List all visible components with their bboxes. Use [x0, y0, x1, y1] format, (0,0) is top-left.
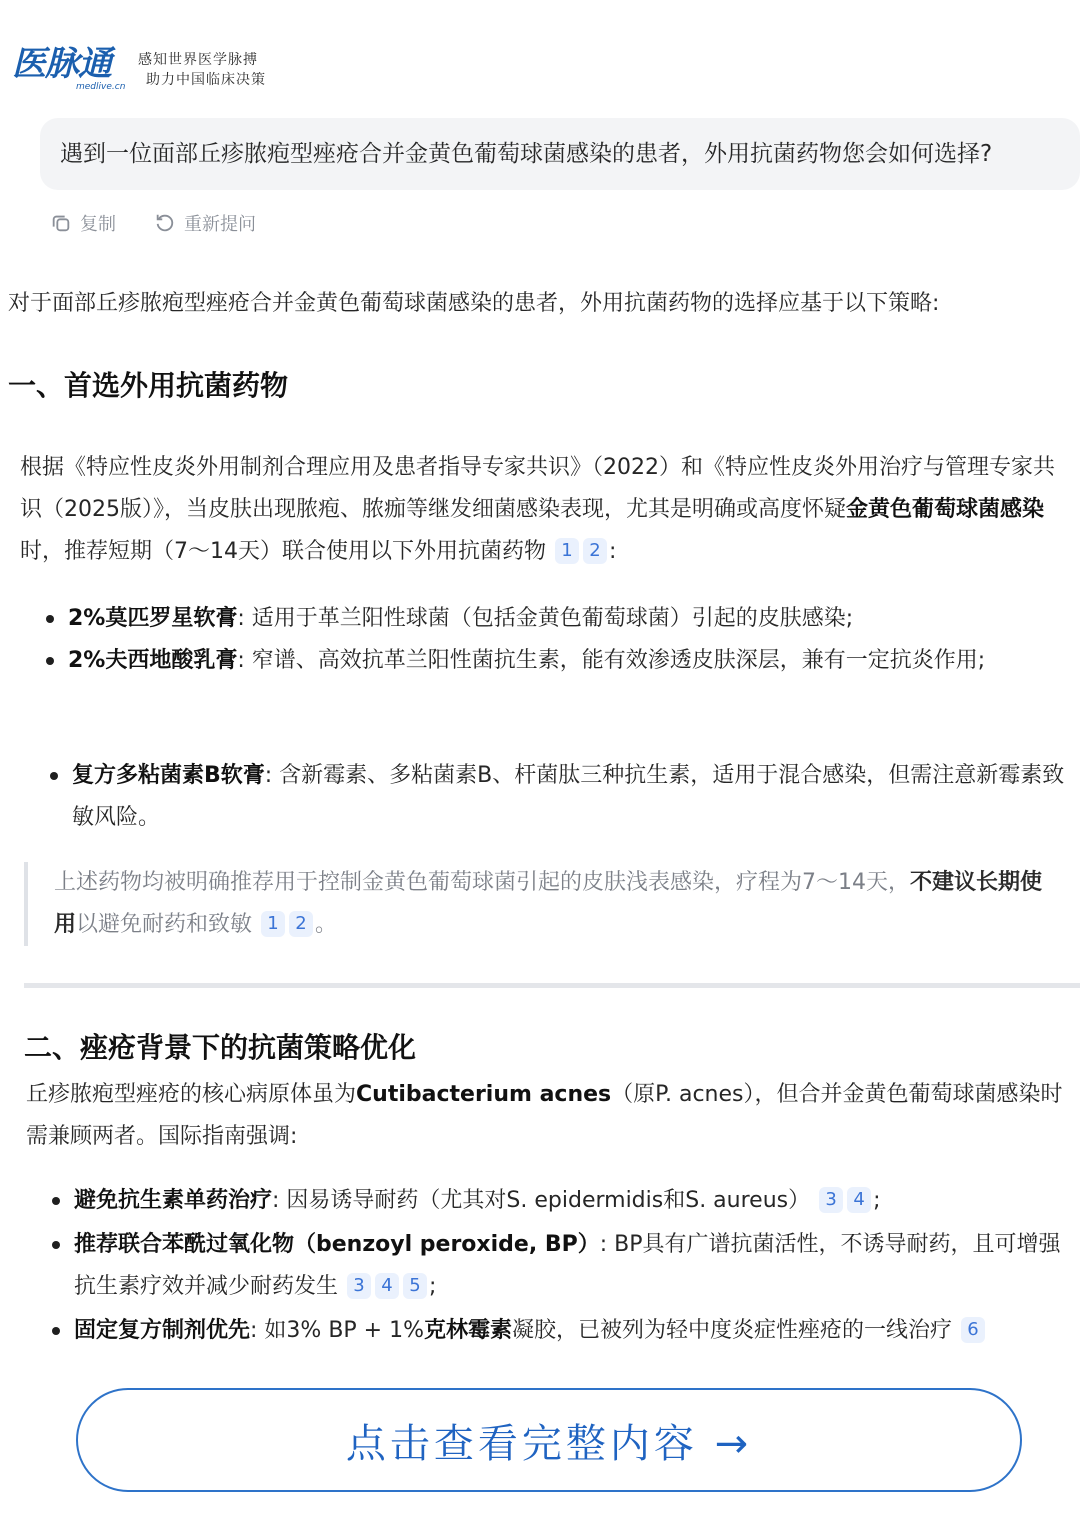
item-text: : 适用于革兰阳性球菌（包括金黄色葡萄球菌）引起的皮肤感染;	[237, 606, 854, 631]
blockquote-note	[24, 862, 1054, 946]
item-end: ;	[873, 1188, 881, 1213]
drug-list-continued	[44, 755, 1074, 839]
list-item	[44, 755, 1074, 839]
item-text: : 因易诱导耐药（尤其对S. epidermidis和S. aureus）	[272, 1188, 811, 1213]
message-actions	[50, 210, 256, 236]
para-text: 丘疹脓疱型痤疮的核心病原体虽为	[26, 1082, 357, 1107]
citation-badge[interactable]: 3	[347, 1273, 371, 1299]
logo-text: 医脉通	[12, 44, 111, 84]
item-text: : 如3% BP + 1%	[250, 1318, 424, 1343]
item-text: : 含新霉素、多粘菌素B、杆菌肽三种抗生素，适用于混合感染，但需注意新霉素致敏风险。	[72, 763, 1065, 830]
list-item	[46, 1224, 1076, 1308]
citation-badge[interactable]: 3	[819, 1187, 843, 1213]
citation-badge[interactable]: 6	[961, 1317, 985, 1343]
quote-bold: 不建议长期使用	[54, 870, 1043, 937]
item-end: ;	[429, 1274, 437, 1299]
copy-button[interactable]	[50, 210, 116, 236]
regenerate-label: 重新提问	[184, 214, 256, 235]
copy-label: 复制	[80, 214, 116, 235]
citation-badge[interactable]: 1	[555, 538, 579, 564]
citation-badge[interactable]: 2	[289, 911, 313, 937]
para-text: 根据《特应性皮炎外用制剂合理应用及患者指导专家共识》（2022）和《特应性皮炎外用治疗与管理专家共识（2025版）》，当皮肤出现脓疱、脓痂等继发细菌感染表现，尤其是明确或高度怀疑	[20, 455, 1055, 522]
section-1-paragraph	[20, 447, 1070, 573]
drug-list	[40, 598, 1050, 682]
citation-badge[interactable]: 4	[375, 1273, 399, 1299]
citation-badge[interactable]: 4	[847, 1187, 871, 1213]
list-item	[46, 1180, 1076, 1222]
item-bold: 克林霉素	[424, 1318, 513, 1343]
section-divider	[24, 983, 1080, 988]
item-bold: 避免抗生素单药治疗	[74, 1188, 273, 1213]
item-bold: 复方多粘菌素B软膏	[72, 763, 265, 788]
list-item	[40, 598, 1050, 640]
item-text: 凝胶，已被列为轻中度炎症性痤疮的一线治疗	[512, 1318, 953, 1343]
user-question-bubble: 遇到一位面部丘疹脓疱型痤疮合并金黄色葡萄球菌感染的患者，外用抗菌药物您会如何选择?	[40, 118, 1080, 190]
para-text: 时，推荐短期（7～14天）联合使用以下外用抗菌药物	[20, 539, 546, 564]
copy-icon	[50, 212, 72, 234]
section-2-paragraph	[26, 1074, 1076, 1158]
list-item	[40, 640, 1050, 682]
item-bold: 固定复方制剂优先	[74, 1318, 251, 1343]
quote-text: 以避免耐药和致敏	[76, 912, 253, 937]
citation-badge[interactable]: 2	[583, 538, 607, 564]
slogan-line-1: 感知世界医学脉搏	[138, 52, 258, 68]
quote-text: 上述药物均被明确推荐用于控制金黄色葡萄球菌引起的皮肤浅表感染，疗程为7～14天，	[54, 870, 910, 895]
item-text: : 窄谱、高效抗革兰阳性菌抗生素，能有效渗透皮肤深层，兼有一定抗炎作用;	[237, 648, 986, 673]
para-bold: Cutibacterium acnes	[356, 1082, 612, 1107]
quote-end: 。	[315, 912, 338, 937]
citation-badge[interactable]: 1	[261, 911, 285, 937]
section-2-heading: 二、痤疮背景下的抗菌策略优化	[24, 1031, 417, 1064]
item-bold: 推荐联合苯酰过氧化物（benzoyl peroxide, BP）	[74, 1232, 600, 1257]
refresh-icon	[154, 212, 176, 234]
item-bold: 2%莫匹罗星软膏	[68, 606, 238, 631]
medlive-logo	[12, 44, 132, 96]
regenerate-button[interactable]	[154, 210, 256, 236]
item-text: : BP具有广谱抗菌活性，不诱导耐药，且可增强抗生素疗效并减少耐药发生	[74, 1232, 1061, 1299]
para-bold: 金黄色葡萄球菌感染	[846, 497, 1045, 522]
para-text: （原P. acnes），但合并金黄色葡萄球菌感染时需兼顾两者。国际指南强调:	[26, 1082, 1063, 1149]
view-full-content-button[interactable]: 点击查看完整内容 →	[76, 1388, 1022, 1492]
answer-intro: 对于面部丘疹脓疱型痤疮合并金黄色葡萄球菌感染的患者，外用抗菌药物的选择应基于以下策略:	[8, 291, 940, 316]
slogan-line-2: 助力中国临床决策	[146, 72, 266, 88]
list-item	[46, 1310, 1076, 1352]
logo-subtext: medlive.cn	[76, 82, 126, 92]
strategy-list	[46, 1180, 1076, 1354]
item-bold: 2%夫西地酸乳膏	[68, 648, 238, 673]
citation-badge[interactable]: 5	[403, 1273, 427, 1299]
para-end: :	[609, 539, 617, 564]
slogan	[138, 50, 266, 90]
section-1-heading: 一、首选外用抗菌药物	[8, 369, 289, 402]
